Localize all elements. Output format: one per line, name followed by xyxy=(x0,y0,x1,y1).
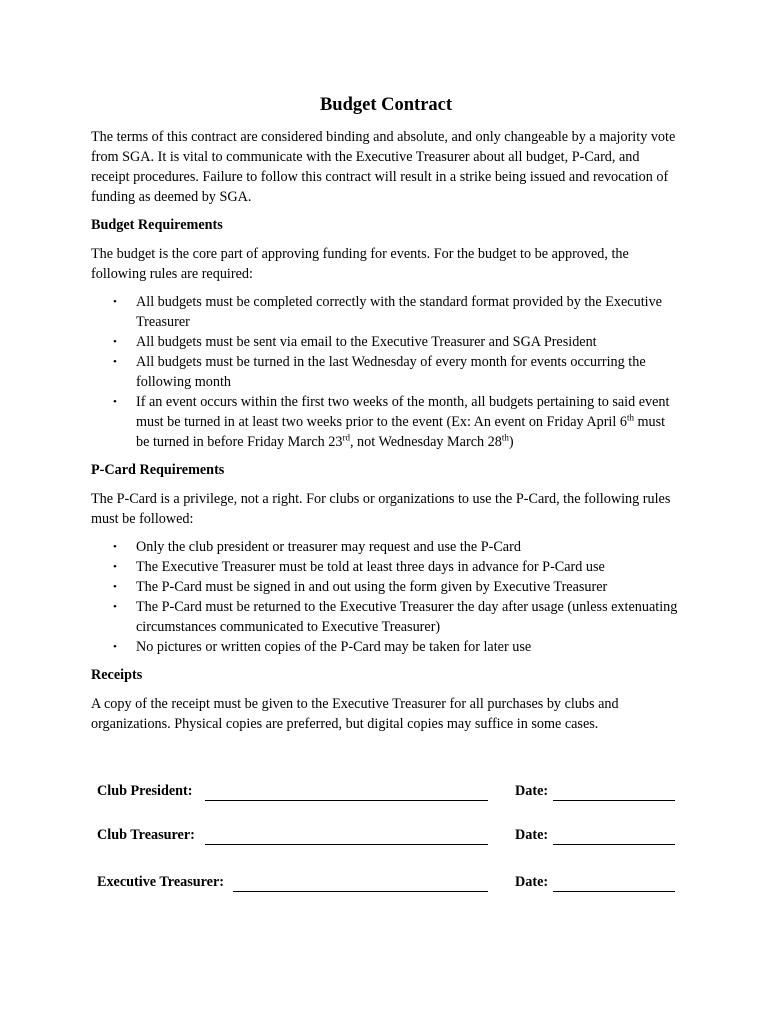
treasurer-label: Club Treasurer: xyxy=(97,827,195,843)
list-item: • All budgets must be sent via email to the Executive Treasurer and SGA President xyxy=(113,334,597,350)
receipts-paragraph: A copy of the receipt must be given to the Executive Treasurer for all purchases by clubs and organizations. Physical copies are preferred, but digital copies may suffice in some cases. xyxy=(91,696,619,732)
bullet-icon: • xyxy=(113,541,117,553)
date-label: Date: xyxy=(515,827,549,843)
bullet-icon: • xyxy=(113,336,117,348)
date-label: Date: xyxy=(515,783,549,799)
bullet-icon: • xyxy=(113,356,117,368)
list-item: • Only the club president or treasurer may request and use the P-Card xyxy=(113,539,521,555)
receipts-heading: Receipts xyxy=(91,667,143,683)
page-title: Budget Contract xyxy=(319,95,453,115)
date-label: Date: xyxy=(515,874,549,890)
exec-treasurer-date-line[interactable] xyxy=(553,874,675,892)
treasurer-date-line[interactable] xyxy=(553,827,675,845)
list-item: • All budgets must be completed correctly with the standard format provided by the Executive Treasurer xyxy=(113,294,662,330)
president-label: Club President: xyxy=(97,783,193,799)
list-item: • The Executive Treasurer must be told at least three days in advance for P-Card use xyxy=(113,559,605,575)
budget-paragraph: The budget is the core part of approving funding for events. For the budget to be approved, the following rules are required: xyxy=(91,246,629,282)
bullet-icon: • xyxy=(113,396,117,408)
treasurer-signature-line[interactable] xyxy=(205,827,488,845)
pcard-heading: P-Card Requirements xyxy=(91,462,225,478)
list-item: • No pictures or written copies of the P-Card may be taken for later use xyxy=(113,639,532,655)
exec-treasurer-signature-line[interactable] xyxy=(233,874,488,892)
budget-list xyxy=(91,292,681,452)
pcard-list xyxy=(91,537,681,657)
list-item: • The P-Card must be returned to the Executive Treasurer the day after usage (unless extenuating circumstances communicated to Executive Treasurer) xyxy=(113,599,678,635)
bullet-icon: • xyxy=(113,601,117,613)
president-signature-line[interactable] xyxy=(205,783,488,801)
exec-treasurer-label: Executive Treasurer: xyxy=(97,874,225,890)
list-item: • The P-Card must be signed in and out using the form given by Executive Treasurer xyxy=(113,579,608,595)
list-item: • All budgets must be turned in the last Wednesday of every month for events occurring the following month xyxy=(113,354,646,390)
list-item: • If an event occurs within the first two weeks of the month, all budgets pertaining to said event must be turned in at least two weeks prior to the event (Ex: An event on Friday April 6th must be turned in before Friday March 23rd, not Wednesday March 28th) xyxy=(113,394,670,450)
contract-page xyxy=(91,93,681,742)
budget-heading: Budget Requirements xyxy=(91,217,223,233)
bullet-icon: • xyxy=(113,641,117,653)
intro-paragraph: The terms of this contract are considered binding and absolute, and only changeable by a majority vote from SGA. It is vital to communicate with the Executive Treasurer about all budget, P-Card, and receipt procedures. Failure to follow this contract will result in a strike being issued and revocation of funding as deemed by SGA. xyxy=(91,129,676,205)
president-date-line[interactable] xyxy=(553,783,675,801)
bullet-icon: • xyxy=(113,296,117,308)
pcard-paragraph: The P-Card is a privilege, not a right. For clubs or organizations to use the P-Card, the following rules must be followed: xyxy=(91,491,671,527)
bullet-icon: • xyxy=(113,581,117,593)
bullet-icon: • xyxy=(113,561,117,573)
